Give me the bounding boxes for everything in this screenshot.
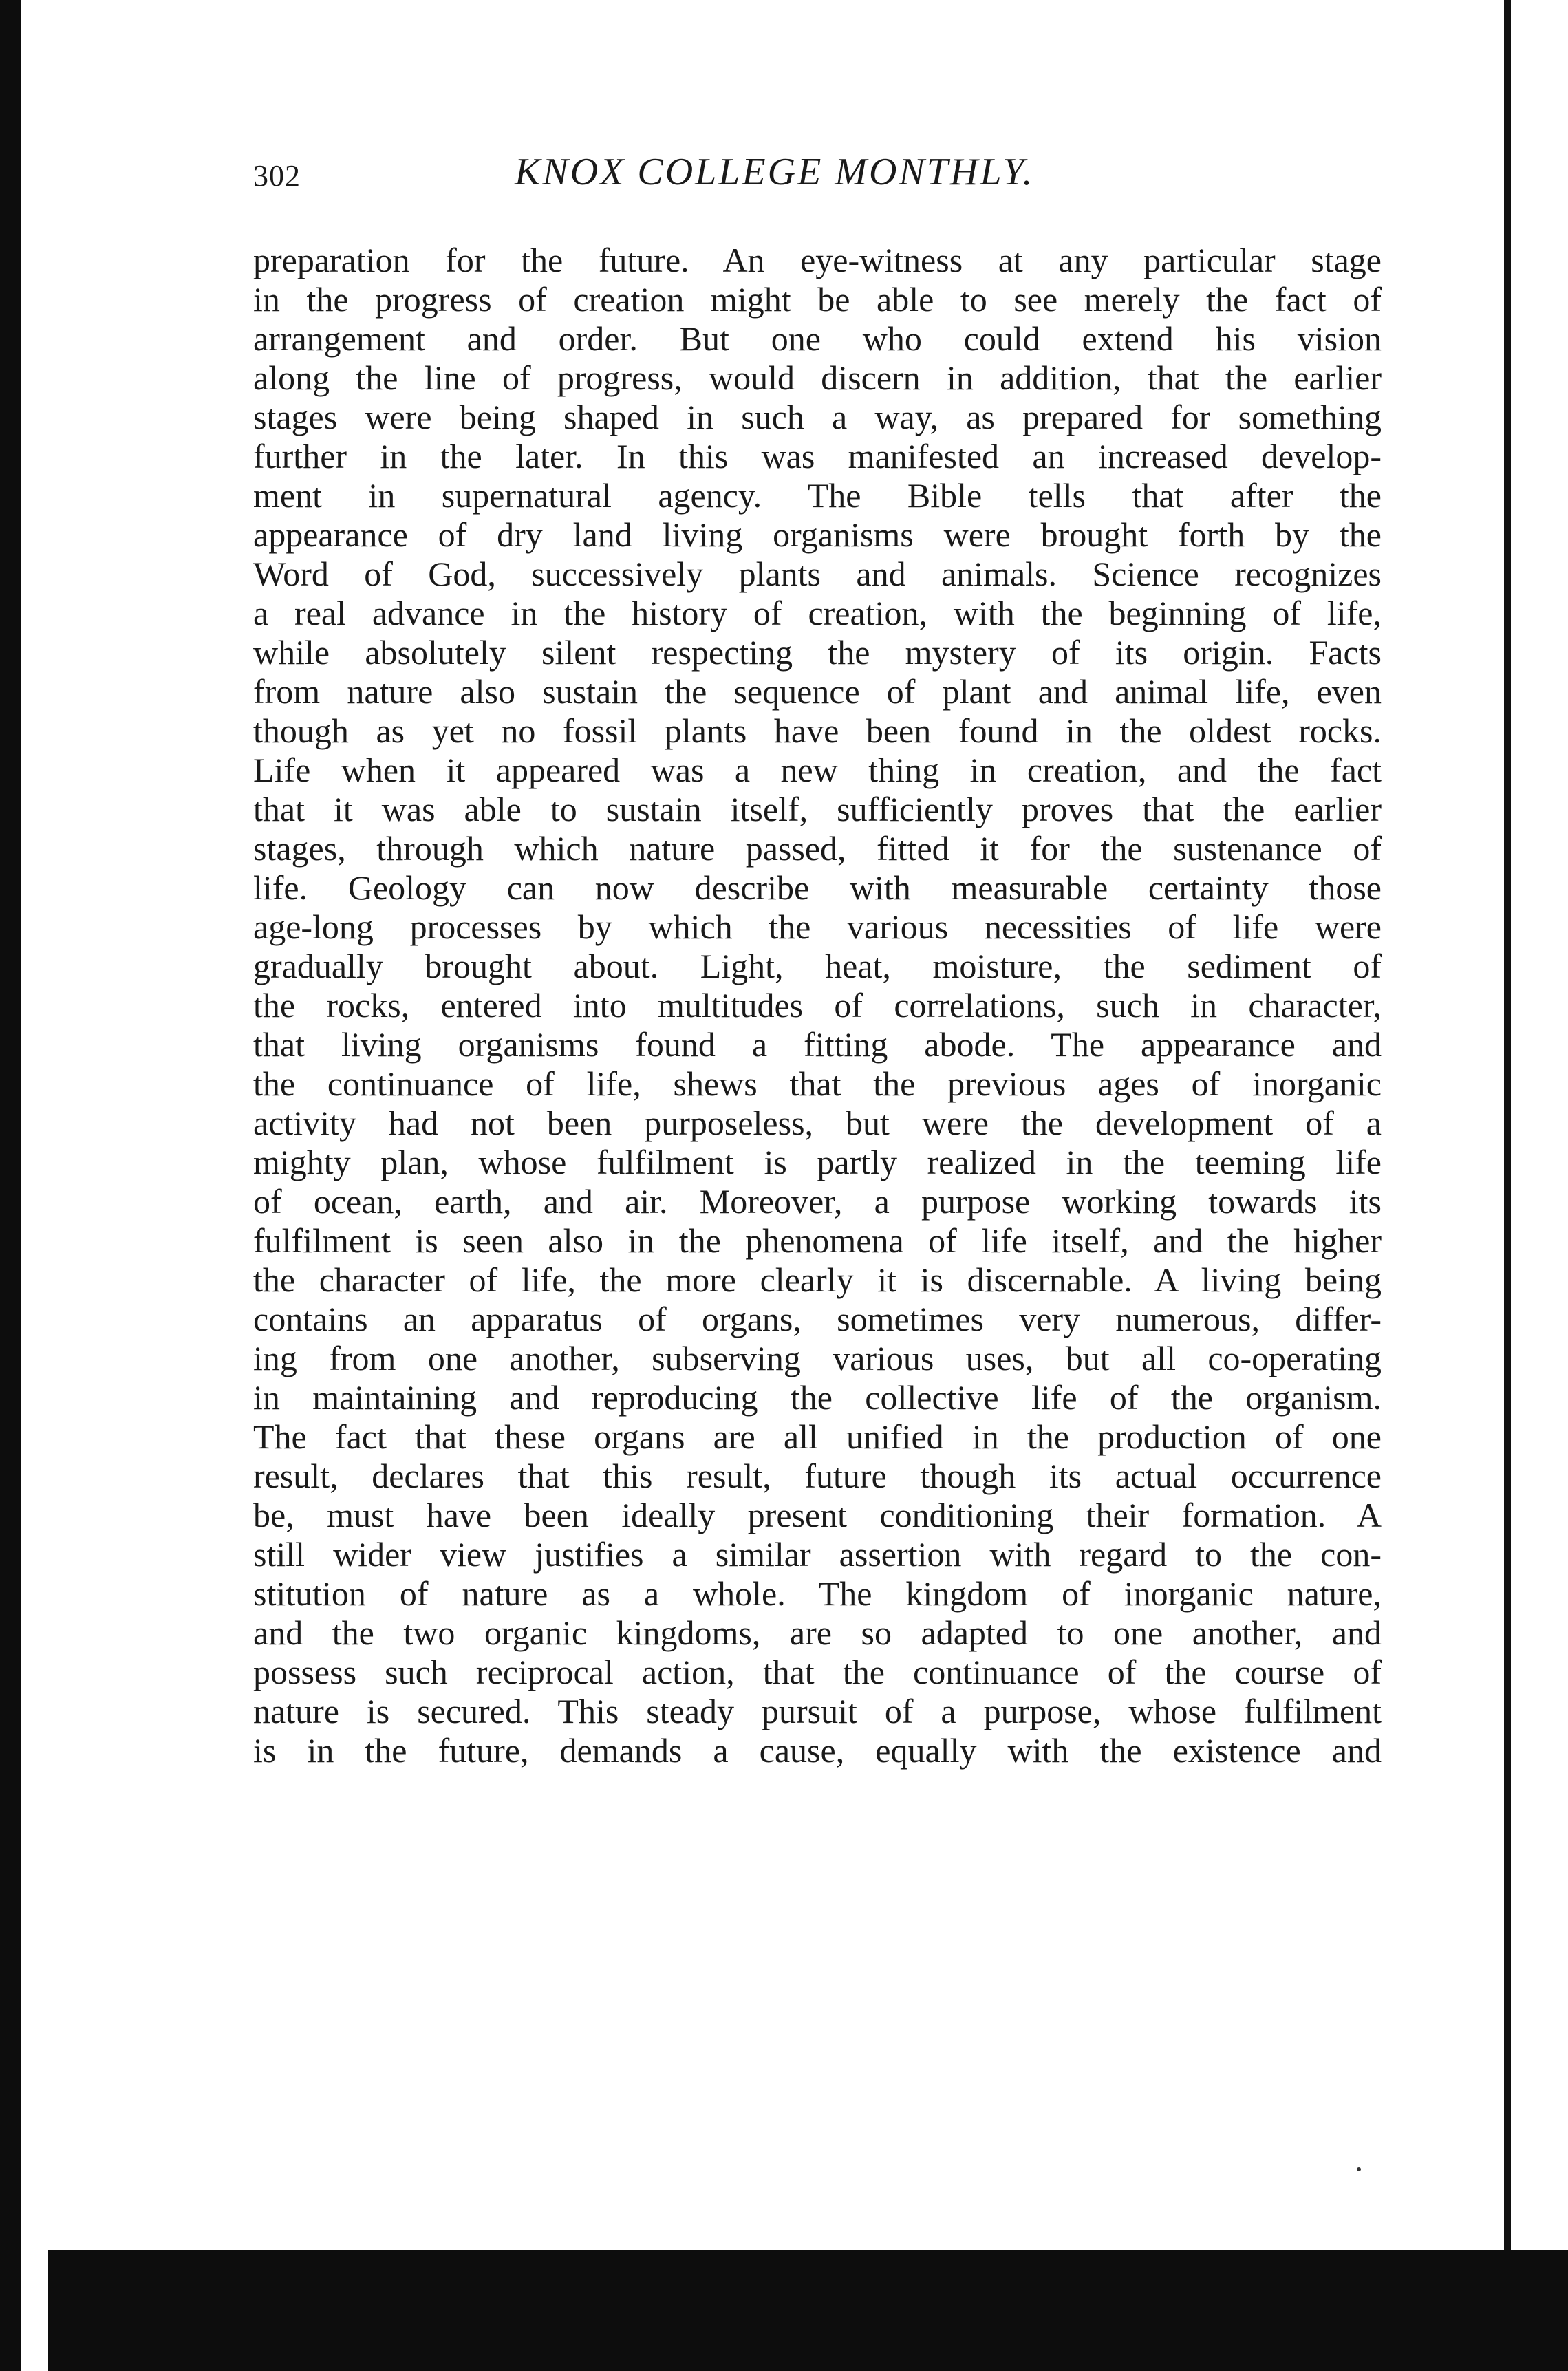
text-line: the rocks, entered into multitudes of correlations, such in character, [253, 986, 1382, 1024]
text-line: Word of God, successively plants and animals. Science recognizes [253, 555, 1382, 593]
text-line: and the two organic kingdoms, are so adapted to one another, and [253, 1613, 1382, 1652]
text-line: stitution of nature as a whole. The kingdom of inorganic nature, [253, 1574, 1382, 1613]
text-line: preparation for the future. An eye-witness at any particular stage [253, 241, 1382, 279]
text-line: gradually brought about. Light, heat, moisture, the sediment of [253, 947, 1382, 985]
text-line: the character of life, the more clearly it is discernable. A living being [253, 1260, 1382, 1299]
text-line: the continuance of life, shews that the previous ages of inorganic [253, 1064, 1382, 1103]
ink-speck [1357, 2167, 1361, 2171]
text-line: be, must have been ideally present conditioning their formation. A [253, 1496, 1382, 1534]
running-title: KNOX COLLEGE MONTHLY. [515, 151, 1035, 193]
text-line: still wider view justifies a similar assertion with regard to the con- [253, 1535, 1382, 1574]
text-line: of ocean, earth, and air. Moreover, a purpose working towards its [253, 1182, 1382, 1221]
scan-bottom-band [48, 2250, 1568, 2371]
text-line: is in the future, demands a cause, equally with the existence and [253, 1731, 1382, 1770]
text-line: ment in supernatural agency. The Bible tells that after the [253, 476, 1382, 515]
page-number: 302 [253, 159, 301, 193]
body-text [253, 241, 1382, 1770]
text-line: possess such reciprocal action, that the continuance of the course of [253, 1653, 1382, 1691]
text-line: contains an apparatus of organs, sometimes very numerous, differ- [253, 1300, 1382, 1338]
scan-left-edge [0, 0, 21, 2371]
text-line: stages were being shaped in such a way, as prepared for something [253, 398, 1382, 436]
text-line: a real advance in the history of creation, with the beginning of life, [253, 594, 1382, 632]
text-line: Life when it appeared was a new thing in creation, and the fact [253, 751, 1382, 789]
text-line: in the progress of creation might be able to see merely the fact of [253, 280, 1382, 319]
page-header [253, 150, 1382, 205]
text-line: that living organisms found a fitting abode. The appearance and [253, 1025, 1382, 1064]
text-line: though as yet no fossil plants have been found in the oldest rocks. [253, 711, 1382, 750]
text-line: activity had not been purposeless, but were the development of a [253, 1104, 1382, 1142]
text-line: arrangement and order. But one who could extend his vision [253, 319, 1382, 358]
text-line: while absolutely silent respecting the mystery of its origin. Facts [253, 633, 1382, 672]
text-line: stages, through which nature passed, fitted it for the sustenance of [253, 829, 1382, 868]
text-line: appearance of dry land living organisms were brought forth by the [253, 515, 1382, 554]
text-line: mighty plan, whose fulfilment is partly realized in the teeming life [253, 1143, 1382, 1181]
text-line: nature is secured. This steady pursuit of a purpose, whose fulfilment [253, 1692, 1382, 1730]
text-line: in maintaining and reproducing the collective life of the organism. [253, 1378, 1382, 1417]
text-line: that it was able to sustain itself, sufficiently proves that the earlier [253, 790, 1382, 828]
text-line: life. Geology can now describe with measurable certainty those [253, 868, 1382, 907]
scan-right-edge [1504, 0, 1511, 2371]
text-line: age-long processes by which the various necessities of life were [253, 908, 1382, 946]
text-line: fulfilment is seen also in the phenomena of life itself, and the higher [253, 1221, 1382, 1260]
text-line: The fact that these organs are all unified in the production of one [253, 1417, 1382, 1456]
text-line: result, declares that this result, future though its actual occurrence [253, 1457, 1382, 1495]
text-line: further in the later. In this was manifested an increased develop- [253, 437, 1382, 475]
text-line: ing from one another, subserving various uses, but all co-operating [253, 1339, 1382, 1377]
text-line: from nature also sustain the sequence of plant and animal life, even [253, 672, 1382, 711]
text-line: along the line of progress, would discern in addition, that the earlier [253, 358, 1382, 397]
